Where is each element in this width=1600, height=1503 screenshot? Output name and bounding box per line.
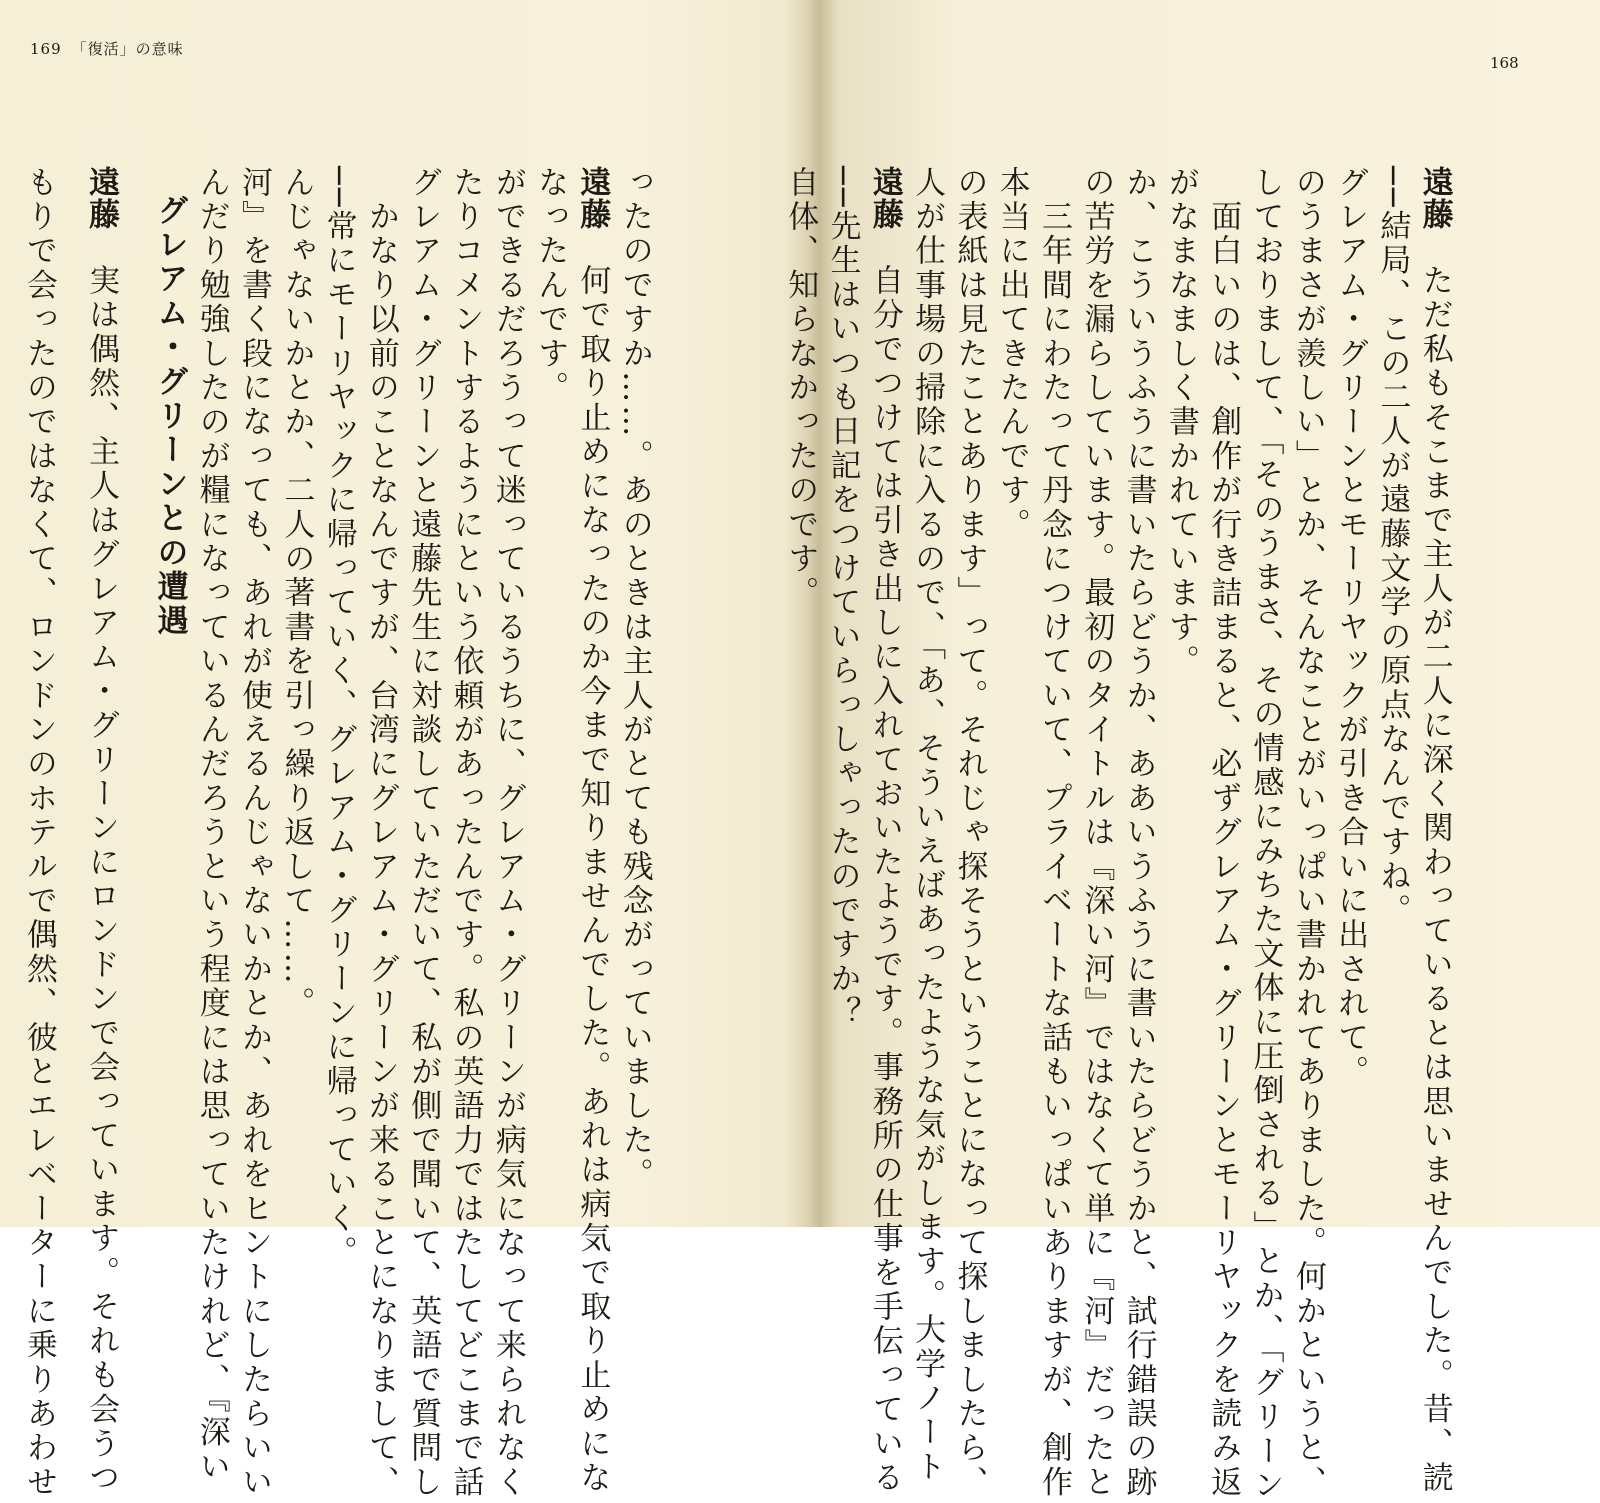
line-text: グレアム・グリーンとモーリヤックが引き合いに出されて。 [1332, 166, 1369, 1090]
speaker-label: 遠藤 [574, 166, 611, 231]
text-line [1413, 166, 1455, 1495]
text-line [821, 166, 863, 1031]
text-line [906, 166, 948, 1484]
text-line [360, 166, 402, 1500]
speaker-label: 遠藤 [83, 166, 120, 231]
line-text: 自分でつけては引き出しに入れておいたようです。事務所の仕事を手伝っている [866, 230, 903, 1496]
text-line [275, 166, 317, 1021]
right-page-body [782, 88, 1498, 1503]
speaker-label: 遠藤 [866, 166, 903, 231]
text-line [402, 166, 444, 1500]
text-line [1075, 166, 1117, 1500]
text-line [990, 166, 1032, 542]
running-header [30, 38, 184, 59]
line-text: 自体、知らなかったのです。 [782, 166, 819, 611]
text-line [444, 166, 486, 1500]
line-text: の表紙は見たことあります」って。それじゃ探そうということになって探しましたら、 [951, 166, 988, 1501]
line-text: がなまなましく書かれています。 [1162, 166, 1199, 680]
line-text: しておりまして、「そのうまさ、その情感にみちた文体に圧倒される」とか、「グリーン [1247, 166, 1284, 1503]
text-line [233, 166, 275, 1500]
line-text: のうまさが羨しい」とか、そんなことがいっぱい書かれてありました。何かというと、 [1289, 166, 1326, 1501]
text-line [571, 166, 613, 1495]
line-text: もりで会ったのではなくて、ロンドンのホテルで偶然、彼とエレベーターに乗りあわせ [20, 166, 57, 1501]
line-text: んじゃないかとか、二人の著書を引っ繰り返して……。 [278, 166, 315, 1022]
line-text: なったんです。 [532, 166, 569, 406]
text-line [1160, 166, 1202, 679]
text-line [529, 166, 571, 405]
line-text: グレアム・グリーンと遠藤先生に対談していただいて、私が側で聞いて、英語で質問し [405, 166, 442, 1501]
text-line [1033, 166, 1075, 1500]
left-page-body [20, 88, 698, 1501]
text-line [948, 166, 990, 1500]
line-text: の苦労を漏らしています。最初のタイトルは『深い河』ではなくて単に『河』だったと [1078, 166, 1115, 1501]
section-heading: グレアム・グリーンとの遭遇 [151, 194, 188, 639]
text-line [1202, 166, 1244, 1500]
line-text: 面白いのは、創作が行き詰まると、必ずグレアム・グリーンとモーリヤックを読み返 [1205, 166, 1242, 1501]
line-text: ──先生はいつも日記をつけていらっしゃったのですか？ [824, 166, 861, 1031]
page-number: 169 [30, 40, 62, 58]
text-line [487, 166, 529, 1500]
text-line [613, 166, 655, 1192]
line-text: 何で取り止めになったのか今まで知りませんでした。あれは病気で取り止めにな [574, 230, 611, 1496]
line-text: 人が仕事場の掃除に入るので、「あ、そういえばあったような気がします。大学ノート [909, 166, 946, 1485]
line-text: か、こういうふうに書いたらどうか、ああいうふうに書いたらどうかと、試行錯誤の跡 [1120, 166, 1157, 1501]
text-line [1371, 166, 1413, 928]
text-line [1329, 166, 1371, 1089]
line-text: ったのですか……。あのときは主人がとても残念がっていました。 [616, 166, 653, 1193]
line-text: んだり勉強したのが糧になっているんだろうという程度には思っていたけれど、『深い [193, 166, 230, 1485]
line-text: ただ私もそこまで主人が二人に深く関わっているとは思いませんでした。昔、読 [1416, 230, 1453, 1496]
text-line [317, 166, 359, 1270]
line-text: ができるだろうって迷っているうちに、グレアム・グリーンが病気になって来られなく [489, 166, 526, 1501]
speaker-label: 遠藤 [1416, 166, 1453, 231]
text-line [864, 166, 906, 1495]
line-text: ──常にモーリヤックに帰っていく、グレアム・グリーンに帰っていく。 [320, 166, 357, 1271]
line-text: 実は偶然、主人はグレアム・グリーンにロンドンで会っています。それも会うつ [83, 230, 120, 1496]
line-text: かなり以前のことなんですが、台湾にグレアム・グリーンが来ることになりまして、 [362, 166, 399, 1501]
line-text: ──結局、この二人が遠藤文学の原点なんですね。 [1374, 166, 1411, 929]
left-page [0, 0, 782, 1501]
text-line [1117, 166, 1159, 1500]
text-line [18, 166, 60, 1500]
text-line [80, 166, 122, 1495]
line-text: 三年間にわたって丹念につけていて、プライベートな話もいっぱいありますが、創作 [1036, 166, 1073, 1501]
line-text: 本当に出てきたんです。 [993, 166, 1030, 543]
line-text: たりコメントするようにという依頼があったんです。私の英語力ではたしてどこまで話 [447, 166, 484, 1501]
text-line [1287, 166, 1329, 1500]
running-title: 「復活」の意味 [71, 40, 184, 58]
line-text: 河』を書く段になっても、あれが使えるんじゃないかとか、あれをヒントにしたらいい [236, 166, 273, 1501]
right-page [782, 0, 1600, 1503]
page-number: 168 [1490, 54, 1519, 72]
text-line [779, 166, 821, 611]
text-line [1244, 166, 1286, 1503]
text-line [190, 166, 232, 1484]
